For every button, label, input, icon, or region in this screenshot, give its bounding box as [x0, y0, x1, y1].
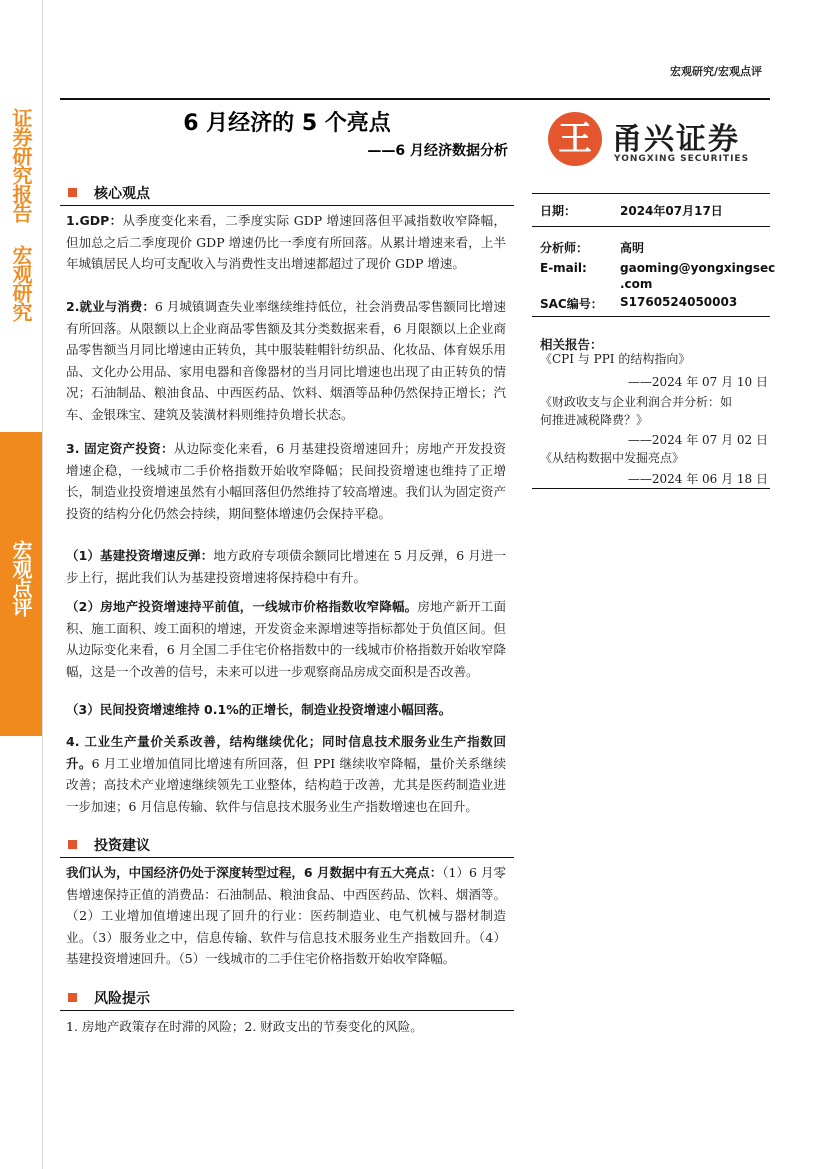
private-investment-lead: （3）民间投资增速维持 0.1%的正增长，制造业投资增速小幅回落。 — [66, 702, 452, 717]
gdp-lead: 1.GDP： — [66, 213, 123, 228]
date-label: 日期： — [540, 204, 577, 218]
logo-name-en: YONGXING SECURITIES — [614, 154, 750, 164]
related-report-1-date: ——2024 年 07 月 10 日 — [627, 375, 768, 389]
advice-lead: 我们认为，中国经济仍处于深度转型过程，6 月数据中有五大亮点： — [66, 865, 443, 880]
core-paragraph-industry — [66, 731, 506, 817]
gdp-text: 从季度变化来看，二季度实际 GDP 增速回落但平减指数收窄降幅，但加总之后二季度现价 GDP 增速仍比一季度有所回落。从累计增速来看，上半年城镇居民人均可支配收入与消费性支出增速都超过了现价 GDP 增速。 — [66, 213, 506, 272]
core-paragraph-private — [66, 699, 506, 721]
core-paragraph-infrastructure — [66, 545, 506, 588]
date-value: 2024年07月17日 — [620, 204, 723, 218]
email-value-2[interactable]: .com — [620, 277, 653, 291]
side-band-orange — [0, 432, 42, 736]
logo-glyph: 王 — [558, 119, 592, 159]
side-band-top — [0, 0, 42, 432]
core-paragraph-gdp — [66, 210, 506, 275]
realestate-lead: （2）房地产投资增速持平前值，一线城市价格指数收窄降幅。 — [66, 599, 418, 614]
company-logo — [548, 110, 768, 170]
section-core-title: 核心观点 — [94, 186, 150, 202]
employment-text: 6 月城镇调查失业率继续维持低位，社会消费品零售额同比增速有所回落。从限额以上企业商品零售额及其分类数据来看，6 月限额以上企业商品零售额当月同比增速由正转负，其中服装鞋帽针纺织品、化妆品、体育娱乐用品、文化办公用品、家用电器和音像器材的当月同比增速也出现了由正转负的情况；石油制品、粮油食品、中西医药品、饮料、烟酒等品种仍然保持正增长；汽车、金银珠宝、建筑及装潢材料则维持负增长状态。 — [66, 299, 506, 422]
related-reports-title: 相关报告： — [540, 337, 603, 352]
header-rule — [60, 98, 770, 100]
investment-text: 从边际变化来看，6 月基建投资增速回升；房地产开发投资增速企稳，一线城市二手价格指数开始收窄降幅；民间投资增速也维持了正增长，制造业投资增速虽然有小幅回落但仍然维持了较高增速。我们认为固定资产投资的结构分化仍然会持续，期间整体增速仍会保持平稳。 — [66, 441, 506, 521]
advice-paragraph — [66, 862, 506, 970]
section-core — [60, 183, 514, 206]
info-rule-bottom — [532, 316, 770, 317]
risk-paragraph: 1. 房地产政策存在时滞的风险；2. 财政支出的节奏变化的风险。 — [66, 1019, 423, 1034]
analyst-label: 分析师： — [540, 241, 589, 255]
related-report-3-date: ——2024 年 06 月 18 日 — [627, 472, 768, 486]
related-report-2-date: ——2024 年 07 月 02 日 — [627, 433, 768, 447]
page-subtitle: ——6 月经济数据分析 — [367, 143, 508, 159]
header-tag: 宏观研究/宏观点评 — [669, 65, 762, 78]
email-label: E-mail: — [540, 261, 587, 275]
related-report-2-cont[interactable]: 何推进减税降费？》 — [540, 413, 649, 427]
core-paragraph-realestate — [66, 596, 506, 682]
advice-text: （1）6 月零售增速保持正值的消费品：石油制品、粮油食品、中西医药品、饮料、烟酒等。（2）工业增加值增速出现了回升的行业：医药制造业、电气机械与器材制造业。（3）服务业之中，信息传输、软件与信息技术服务业生产指数回升。（4）基建投资增速回升。（5）一线城市的二手住宅价格指数开始收窄降幅。 — [66, 865, 506, 967]
side-category: 宏观点评 — [9, 540, 33, 616]
square-bullet-icon — [68, 188, 77, 197]
related-rule — [532, 488, 770, 489]
related-report-1[interactable]: 《CPI 与 PPI 的结构指向》 — [540, 352, 691, 366]
email-value-1[interactable]: gaoming@yongxingsec — [620, 261, 776, 275]
section-risk — [60, 988, 514, 1011]
page-title: 6 月经济的 5 个亮点 — [183, 111, 391, 136]
investment-lead: 3. 固定资产投资： — [66, 441, 174, 456]
info-rule-mid — [532, 226, 770, 227]
section-risk-title: 风险提示 — [94, 991, 150, 1007]
industry-text: 6 月工业增加值同比增速有所回落，但 PPI 继续收窄降幅，量价关系继续改善；高技术产业增速继续领先工业整体，结构趋于改善，尤其是医药制造业进一步加速；6 月信息传输、软件与信息技术服务业生产指数增速也在回升。 — [66, 755, 506, 814]
section-advice-title: 投资建议 — [94, 838, 150, 854]
industry-lead: 4. 工业生产量价关系改善，结构继续优化；同时信息技术服务业生产指数回升。 — [66, 734, 506, 771]
side-report-type: 证券研究报告 宏观研究 — [9, 108, 33, 321]
square-bullet-icon — [68, 840, 77, 849]
logo-name-cn: 甬兴证券 — [612, 122, 740, 157]
analyst-value: 高明 — [620, 241, 645, 255]
square-bullet-icon — [68, 993, 77, 1002]
section-advice — [60, 835, 514, 858]
realestate-text: 房地产新开工面积、施工面积、竣工面积的增速，开发资金来源增速等指标都处于负值区间。但从边际变化来看，6 月全国二手住宅价格指数中的一线城市价格指数开始收窄降幅，这是一个改善的信号，未来可以进一步观察商品房成交面积是否改善。 — [66, 599, 506, 679]
related-report-2[interactable]: 《财政收支与企业利润合并分析：如 — [540, 395, 733, 409]
employment-lead: 2.就业与消费： — [66, 299, 155, 314]
core-paragraph-investment — [66, 438, 506, 524]
infrastructure-text: 地方政府专项债余额同比增速在 5 月反弹，6 月进一步上行，据此我们认为基建投资增速将保持稳中有升。 — [66, 548, 506, 585]
sac-label: SAC编号： — [540, 297, 603, 311]
info-rule-top — [532, 193, 770, 194]
infrastructure-lead: （1）基建投资增速反弹： — [66, 548, 214, 563]
sac-value: S1760524050003 — [620, 295, 738, 309]
core-paragraph-employment — [66, 296, 506, 426]
side-divider — [42, 0, 43, 1169]
side-band-bottom — [0, 736, 42, 1169]
related-report-3[interactable]: 《从结构数据中发掘亮点》 — [540, 451, 685, 465]
